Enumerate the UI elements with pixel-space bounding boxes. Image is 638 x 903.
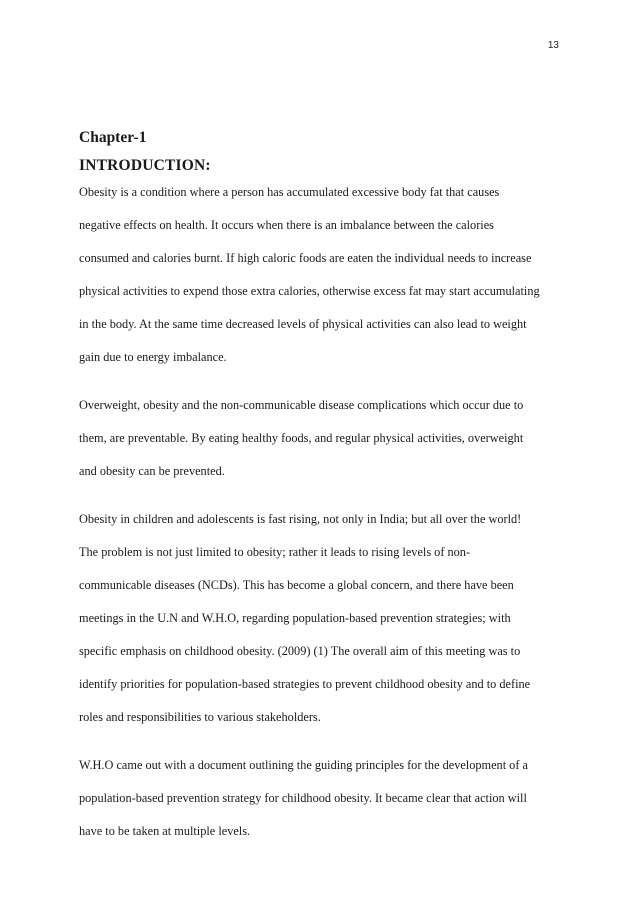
text-line: meetings in the U.N and W.H.O, regarding population-based prevention strategies; with — [79, 611, 511, 625]
section-heading: INTRODUCTION: — [79, 157, 211, 174]
text-line: negative effects on health. It occurs when there is an imbalance between the calories — [79, 218, 494, 232]
text-line: them, are preventable. By eating healthy foods, and regular physical activities, overweight — [79, 431, 524, 445]
paragraph — [79, 389, 579, 488]
text-line: have to be taken at multiple levels. — [79, 824, 251, 838]
body-text — [79, 176, 579, 863]
paragraph — [79, 503, 579, 734]
text-line: roles and responsibilities to various stakeholders. — [79, 710, 321, 724]
text-line: communicable diseases (NCDs). This has become a global concern, and there have been — [79, 578, 514, 592]
paragraph — [79, 176, 579, 374]
text-line: W.H.O came out with a document outlining the guiding principles for the development of a — [79, 758, 528, 772]
text-line: Obesity in children and adolescents is fast rising, not only in India; but all over the world! — [79, 512, 522, 526]
chapter-label: Chapter-1 — [79, 129, 147, 146]
text-line: specific emphasis on childhood obesity. (2009) (1) The overall aim of this meeting was to — [79, 644, 521, 658]
paragraph — [79, 749, 579, 848]
text-line: identify priorities for population-based strategies to prevent childhood obesity and to define — [79, 677, 531, 691]
text-line: population-based prevention strategy for childhood obesity. It became clear that action will — [79, 791, 527, 805]
text-line: and obesity can be prevented. — [79, 464, 225, 478]
text-line: in the body. At the same time decreased levels of physical activities can also lead to weight — [79, 317, 527, 331]
text-line: Overweight, obesity and the non-communicable disease complications which occur due to — [79, 398, 524, 412]
text-line: gain due to energy imbalance. — [79, 350, 227, 364]
text-line: consumed and calories burnt. If high caloric foods are eaten the individual needs to increase — [79, 251, 532, 265]
text-line: Obesity is a condition where a person has accumulated excessive body fat that causes — [79, 185, 500, 199]
page-number: 13 — [547, 40, 559, 51]
text-line: The problem is not just limited to obesity; rather it leads to rising levels of non- — [79, 545, 471, 559]
text-line: physical activities to expend those extra calories, otherwise excess fat may start accumulating — [79, 284, 540, 298]
